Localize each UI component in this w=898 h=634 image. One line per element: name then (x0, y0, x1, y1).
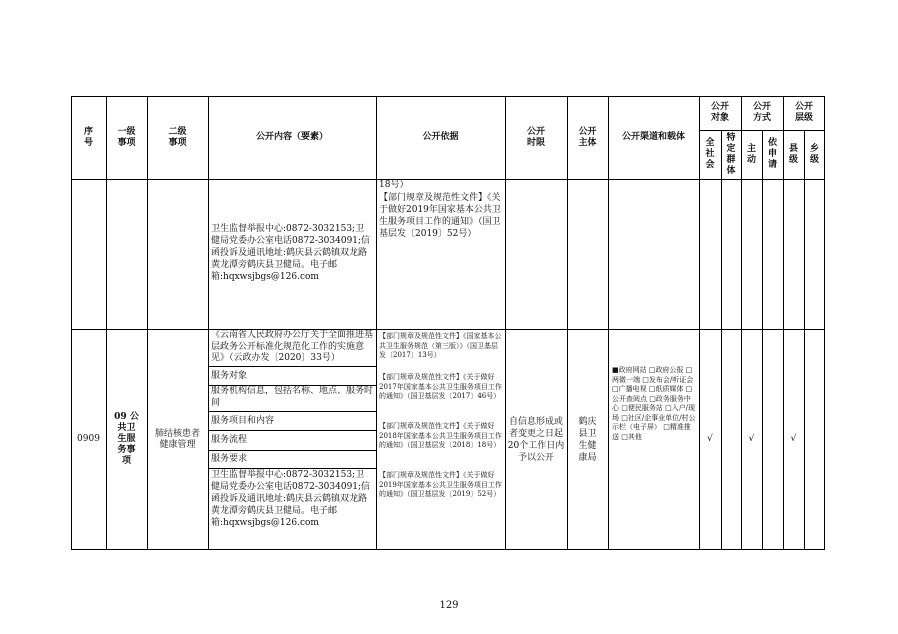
row2-subject: 鹤庆县卫生健康局 (578, 416, 597, 463)
row2-content-item: 服务机构信息，包括名称、地点、服务时间 (211, 386, 373, 408)
row2-check-method-active: √ (748, 434, 755, 444)
row2-basis-item: 【部门规章及规范性文件】《国家基本公共卫生服务规范（第三版）》（国卫基层发〔2017〕13号） (379, 332, 502, 359)
header-time-limit: 公开时限 (526, 126, 545, 148)
header-content: 公开内容（要素） (255, 132, 328, 142)
row1-basis: 【部门规章及规范性文件】《关于做好2019年国家基本公共卫生服务项目工作的通知》（国卫基层发〔2019〕52号） (379, 193, 501, 239)
row2-content-item: 卫生监督举报中心:0872-3032153;卫健局党委办公室电话0872-3034091;信函投诉及通讯地址:鹤庆县云鹤镇双龙路黄龙潭旁鹤庆县卫健局。电子邮箱:hqxwsjbgs@126.com (211, 470, 371, 528)
row2-content-item: 服务项目和内容 (211, 415, 275, 426)
header-level2: 二级事项 (168, 126, 187, 148)
row2-content-item: 《云南省人民政府办公厅关于全面推进基层政务公开标准化规范化工作的实施意见》（云政办发〔2020〕33号） (211, 330, 373, 363)
row2-level2: 肺结核患者健康管理 (154, 428, 200, 450)
row1-content: 卫生监督举报中心:0872-3032153;卫健局党委办公室电话0872-3034091;信函投诉及通讯地址:鹤庆县云鹤镇双龙路黄龙潭旁鹤庆县卫健局。电子邮箱:hqxwsjbgs@126.com (211, 224, 371, 282)
header-channel: 公开渠道和载体 (621, 132, 685, 142)
grid-line (804, 130, 805, 550)
header-method: 公开方式 (752, 102, 771, 123)
header-target-all: 全社会 (705, 138, 715, 170)
grid-line (721, 130, 722, 550)
page-number: 129 (439, 600, 459, 611)
header-subject: 公开主体 (578, 126, 597, 148)
header-target-specific: 特定群体 (726, 132, 736, 176)
header-level: 公开层级 (794, 102, 813, 123)
header-method-active: 主动 (746, 143, 756, 165)
row2-time-limit: 自信息形成或者变更之日起20个工作日内予以公开 (507, 416, 565, 463)
row2-basis-item: 【部门规章及规范性文件】《关于做好2019年国家基本公共卫生服务项目工作的通知》（国卫基层发〔2019〕52号） (379, 471, 502, 498)
header-target: 公开对象 (710, 102, 729, 123)
row2-level1: 09 公共卫生服务事项 (114, 412, 139, 466)
row2-basis-item: 【部门规章及规范性文件】《关于做好2017年国家基本公共卫生服务项目工作的通知》（国卫基层发〔2017〕46号） (379, 373, 502, 400)
row2-basis-item: 【部门规章及规范性文件】《关于做好2018年国家基本公共卫生服务项目工作的通知》（国卫基层发〔2018〕18号） (379, 422, 502, 449)
row2-check-target-all: √ (707, 434, 713, 444)
header-level-town: 乡级 (809, 143, 819, 165)
header-level1: 一级事项 (117, 126, 136, 148)
disclosure-table (71, 96, 825, 550)
header-method-apply: 依申请 (767, 138, 777, 170)
header-level-county: 县级 (788, 143, 798, 165)
header-basis: 公开依据 (422, 132, 459, 142)
row2-content-item: 服务流程 (211, 435, 248, 445)
row2-seq: 0909 (77, 434, 100, 444)
row1-basis-continued: 18号） (379, 180, 409, 190)
grid-line (762, 130, 763, 550)
row2-content-item: 服务对象 (211, 370, 248, 381)
row2-channel: ■政府网站 □政府公报 □两微一端 □发布会/听证会 □广播电视 □纸质媒体 □公开查阅点 □政务服务中心 □便民服务站 □入户/现场 □社区/企事业单位/村公示栏（电子屏） □精准推送 □其他 (612, 366, 696, 441)
header-seq: 序号 (83, 126, 93, 148)
row2-check-level-county: √ (790, 434, 797, 444)
row2-content-item: 服务要求 (211, 454, 248, 464)
